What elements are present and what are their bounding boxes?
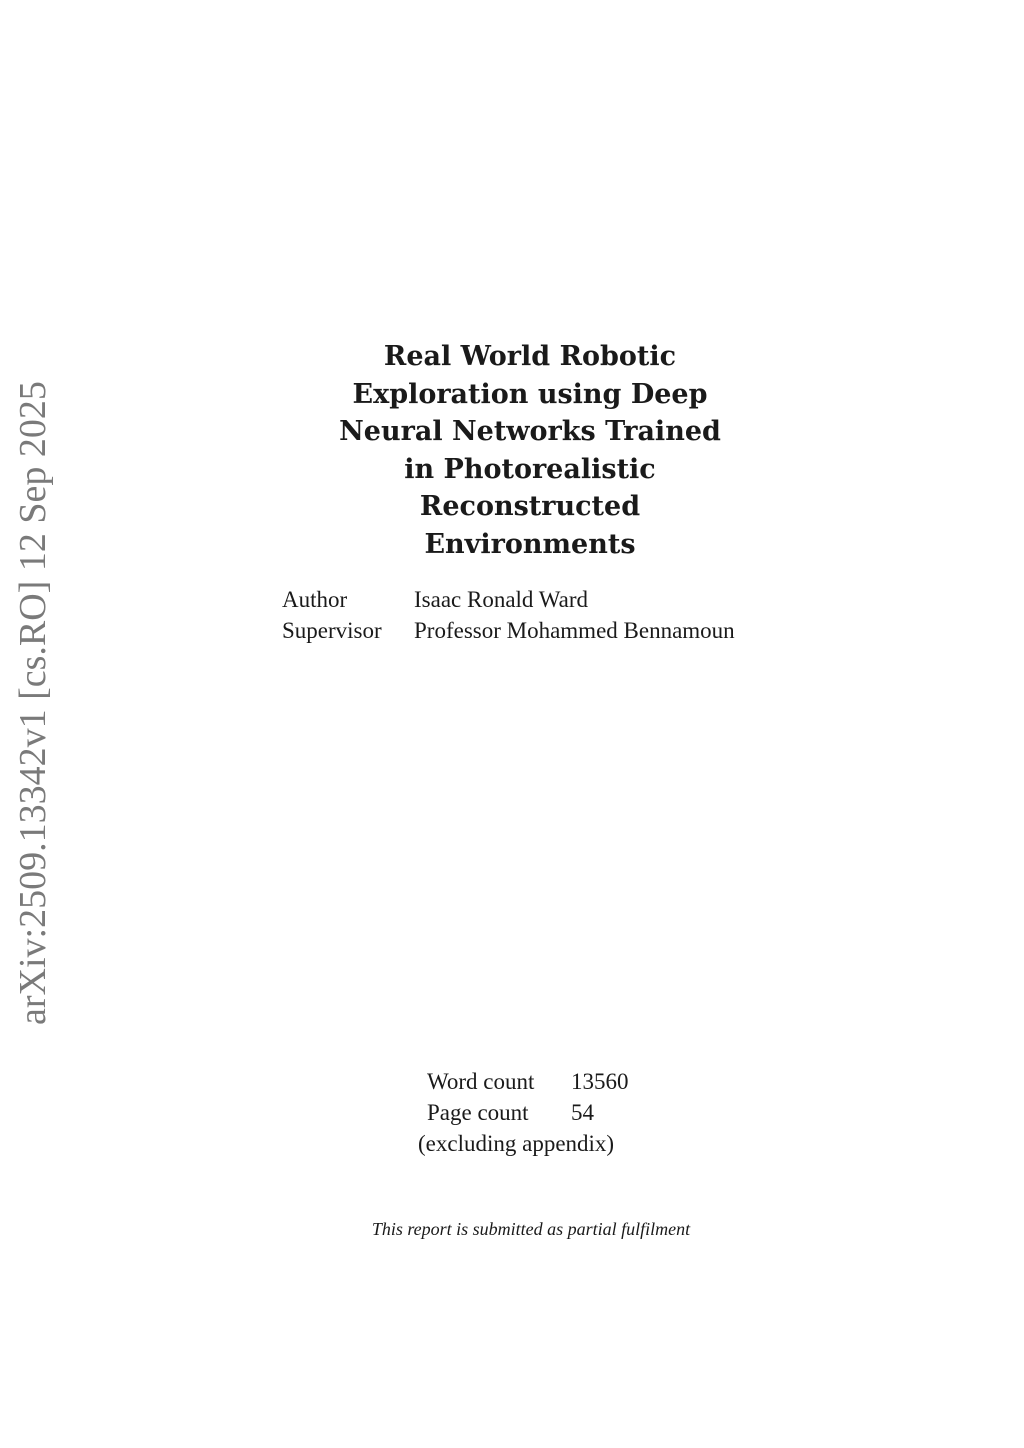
- supervisor-row: [282, 615, 735, 646]
- word-count-row: [427, 1066, 629, 1097]
- supervisor-value: Professor Mohammed Bennamoun: [414, 618, 735, 643]
- page-count-value: 54: [571, 1100, 594, 1125]
- counts-table: [427, 1066, 629, 1128]
- page-count-row: [427, 1097, 629, 1128]
- title-line: Neural Networks Trained: [339, 416, 721, 448]
- author-table: [282, 584, 735, 646]
- excluding-appendix-note: (excluding appendix): [418, 1131, 615, 1156]
- submission-note: This report is submitted as partial fulfilment: [371, 1219, 691, 1239]
- author-label: Author: [282, 587, 348, 612]
- title-line: Reconstructed: [419, 491, 641, 523]
- paper-title: [300, 338, 760, 564]
- supervisor-label: Supervisor: [282, 618, 382, 643]
- author-value: Isaac Ronald Ward: [414, 587, 588, 612]
- author-row: [282, 584, 735, 615]
- title-line: Real World Robotic: [383, 341, 677, 372]
- title-line: Environments: [424, 528, 636, 560]
- word-count-value: 13560: [571, 1069, 629, 1094]
- title-line: Exploration using Deep: [352, 378, 708, 410]
- page-count-label: Page count: [427, 1100, 529, 1125]
- arxiv-identifier: arXiv:2509.13342v1 [cs.RO] 12 Sep 2025: [12, 381, 54, 1025]
- title-line: in Photorealistic: [404, 453, 656, 485]
- word-count-label: Word count: [427, 1069, 535, 1094]
